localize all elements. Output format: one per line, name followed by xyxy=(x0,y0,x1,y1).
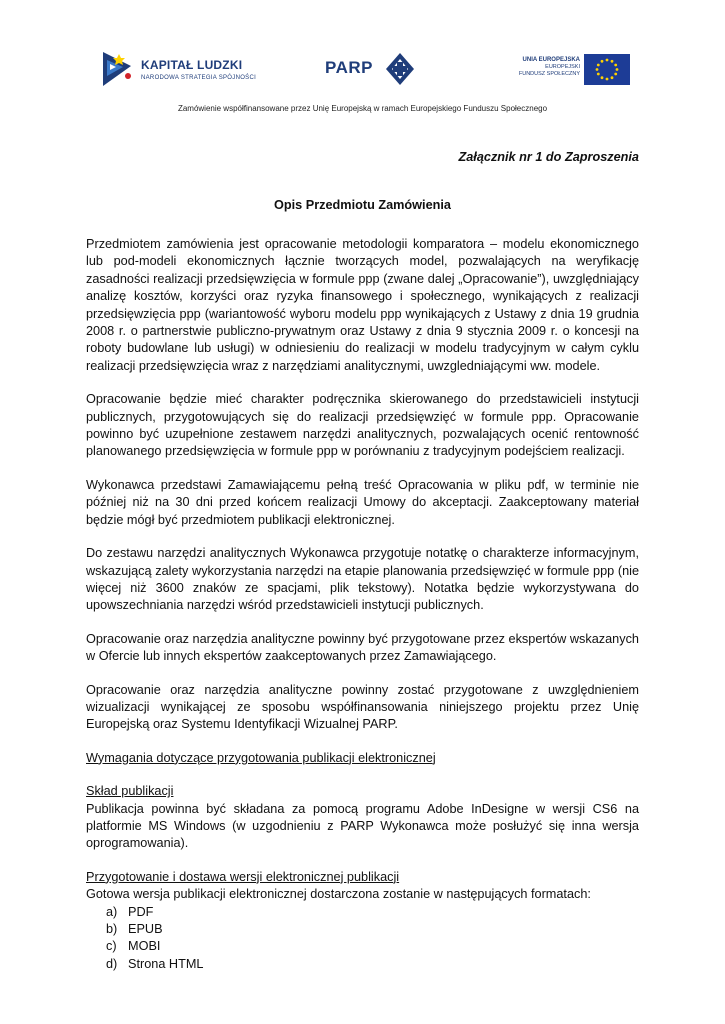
paragraph: Opracowanie oraz narzędzia analityczne powinny być przygotowane przez ekspertów wskazanych w Ofercie lub innych ekspertów zaakceptowanych przez Zamawiającego. xyxy=(86,631,639,664)
list-item-text: PDF xyxy=(128,904,154,919)
format-list xyxy=(106,904,639,974)
requirements-heading: Wymagania dotyczące przygotowania publikacji elektronicznej xyxy=(86,750,436,765)
list-item-label: a) xyxy=(106,904,118,919)
eu-caption xyxy=(519,57,580,78)
paragraph: Przedmiotem zamówienia jest opracowanie metodologii komparatora – modelu ekonomicznego lub pod-modeli ekonomicznych łącznie tworzących model, pozwalających na weryfikację zasadności realizacji przedsięwzięcia w formule ppp (zwane dalej „Opracowanie”), uwzględniający analizę kosztów, korzyści oraz ryzyka finansowego i społecznego, wynikających z realizacji przedsięwzięcia ppp (wariantowość wyboru modelu ppp wynikających z Ustawy z dnia 19 grudnia 2008 r. o partnerstwie publiczno-prywatnym oraz Ustawy z dnia 9 stycznia 2009 r. o koncesji na roboty budowlane lub usługi) w odniesieniu do realizacji w modelu tradycyjnym w całym cyklu realizacji przedsięwzięcia wraz z narzędziami analitycznymi, uwzgledniającymi ww. modele. xyxy=(86,237,639,373)
parp-title: PARP xyxy=(325,58,373,77)
paragraph: Opracowanie oraz narzędzia analityczne powinny zostać przygotowane z uwzględnieniem wizualizacji wynikającej ze sposobu współfinansowania niniejszego projektu przez Unię Europejską oraz Systemu Identyfikacji Wizualnej PARP. xyxy=(86,682,639,732)
section-heading-delivery: Przygotowanie i dostawa wersji elektronicznej publikacji xyxy=(86,869,400,884)
list-item-text: Strona HTML xyxy=(128,956,204,971)
list-item xyxy=(106,904,639,921)
list-item xyxy=(106,938,639,955)
page-header xyxy=(0,36,725,100)
list-item xyxy=(106,956,639,973)
list-item-label: d) xyxy=(106,956,118,971)
list-item xyxy=(106,921,639,938)
paragraph: Opracowanie będzie mieć charakter podręcznika skierowanego do przedstawicieli instytucji publicznych, przygotowujących się do realizacji przedsięwzięć w formule ppp. Opracowanie powinno być uzupełnione zestawem narzędzi analitycznych, pozwalających ocenić rentowność planowanego przedsięwzięcia w formule ppp w porównaniu z tradycyjnym podejściem realizacji. xyxy=(86,392,639,459)
list-item-text: MOBI xyxy=(128,939,161,954)
kapital-ludzki-subtitle: NARODOWA STRATEGIA SPÓJNOŚCI xyxy=(141,75,257,81)
eu-logo xyxy=(516,54,630,86)
list-item-text: EPUB xyxy=(128,922,163,936)
paragraph: Wykonawca przedstawi Zamawiającemu pełną treść Opracowania w pliku pdf, w terminie nie później niż na 30 dni przed końcem realizacji Umowy do akceptacji. Zaakceptowany materiał będzie mógł być przedmiotem publikacji elektronicznej. xyxy=(86,477,639,527)
eu-line-1: UNIA EUROPEJSKA xyxy=(522,57,580,63)
document-title: Opis Przedmiotu Zamówienia xyxy=(274,198,451,212)
eu-line-3: FUNDUSZ SPOŁECZNY xyxy=(518,71,580,77)
list-item-label: c) xyxy=(106,939,117,954)
parp-mark-icon xyxy=(385,52,415,86)
section-heading-layout: Skład publikacji xyxy=(86,784,174,799)
kapital-ludzki-logo xyxy=(101,46,257,92)
parp-logo xyxy=(325,52,415,86)
kapital-ludzki-mark-icon xyxy=(101,46,137,92)
list-item-label: b) xyxy=(106,922,118,936)
cofunding-statement: Zamówienie współfinansowane przez Unię Europejską w ramach Europejskiego Funduszu Społecznego xyxy=(177,104,548,113)
eu-line-2: EUROPEJSKI xyxy=(545,64,580,70)
kapital-ludzki-title: KAPITAŁ LUDZKI xyxy=(141,58,243,72)
paragraph: Do zestawu narzędzi analitycznych Wykonawca przygotuje notatkę o charakterze informacyjnym, wskazującą zalety wykorzystania narzędzi na etapie planowania przedsięwzięć w formule ppp (nie więcej niż 3600 znaków ze spacjami, plik tekstowy). Notatka będzie wykorzystywana do upowszechniania narzędzi wśród przedstawicieli instytucji publicznych. xyxy=(86,546,639,613)
document-body xyxy=(86,150,639,973)
eu-flag-icon xyxy=(584,54,630,85)
section-intro-delivery: Gotowa wersja publikacji elektronicznej dostarczona zostanie w następujących formatach: xyxy=(86,887,591,902)
section-text-layout: Publikacja powinna być składana za pomocą programu Adobe InDesigne w wersji CS6 na platformie MS Windows (w uzgodnieniu z PARP Wykonawca może posłużyć się inna wersja oprogramowania). xyxy=(86,801,639,851)
annex-label: Załącznik nr 1 do Zaproszenia xyxy=(458,150,639,164)
